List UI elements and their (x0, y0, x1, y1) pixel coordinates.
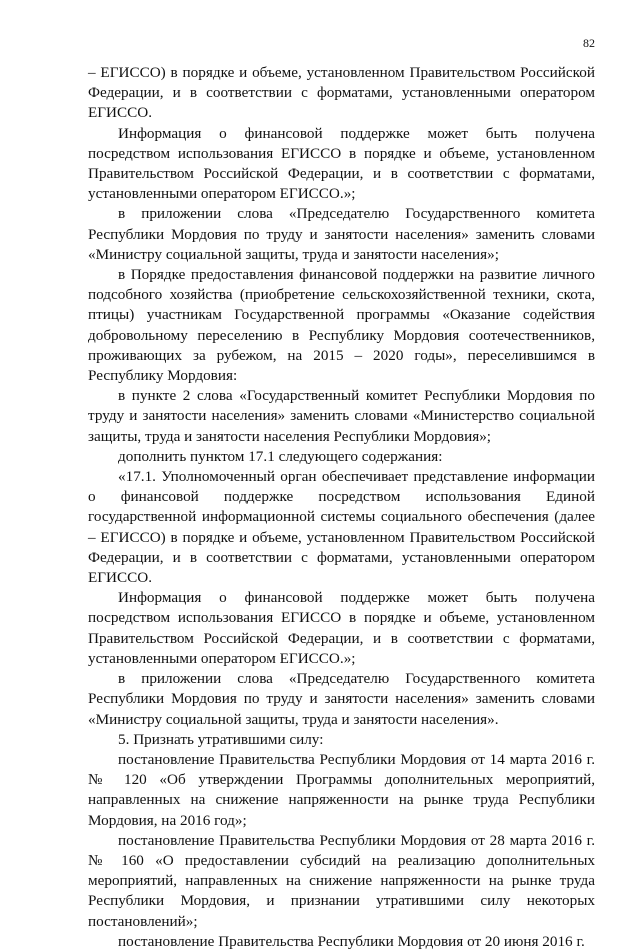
paragraph: дополнить пунктом 17.1 следующего содержания: (118, 447, 443, 465)
paragraph: «17.1. Уполномоченный орган обеспечивает представление информации о финансовой поддержке посредством использования Единой государственной информационной системы социального обеспечения (далее – ЕГИССО) в порядке и объеме, установленном Правительством Российской Федерации, и в соответствии с форматами, установленными оператором ЕГИССО. (88, 468, 595, 587)
paragraph: постановление Правительства Республики Мордовия от 14 марта 2016 г. № 120 «Об утверждении Программы дополнительных мероприятий, направленных на снижение напряженности на рынке труда Республики Мордовия, на 2016 год»; (88, 750, 595, 829)
page-number: 82 (583, 36, 595, 50)
paragraph: постановление Правительства Республики Мордовия от 28 марта 2016 г. № 160 «О предоставлении субсидий на реализацию дополнительных мероприятий, направленных на снижение напряженности на рынке труда Республики Мордовия, и признании утратившими силу некоторых постановлений»; (88, 831, 595, 930)
paragraph: 5. Признать утратившими силу: (118, 730, 324, 748)
paragraph: постановление Правительства Республики Мордовия от 20 июня 2016 г. (118, 932, 585, 950)
paragraph: в приложении слова «Председателю Государственного комитета Республики Мордовия по труду и занятости населения» заменить словами «Министру социальной защиты, труда и занятости населения»; (88, 205, 595, 263)
paragraph: в приложении слова «Председателю Государственного комитета Республики Мордовия по труду и занятости населения» заменить словами «Министру социальной защиты, труда и занятости населения». (88, 670, 595, 728)
paragraph: Информация о финансовой поддержке может быть получена посредством использования ЕГИССО в порядке и объеме, установленном Правительством Российской Федерации, и в соответствии с форматами, установленными оператором ЕГИССО.»; (88, 124, 595, 203)
paragraph: Информация о финансовой поддержке может быть получена посредством использования ЕГИССО в порядке и объеме, установленном Правительством Российской Федерации, и в соответствии с форматами, установленными оператором ЕГИССО.»; (88, 589, 595, 667)
paragraph: – ЕГИССО) в порядке и объеме, установленном Правительством Российской Федерации, и в соответствии с форматами, установленными оператором ЕГИССО. (88, 64, 595, 122)
document-body (88, 63, 595, 952)
paragraph: в пункте 2 слова «Государственный комитет Республики Мордовия по труду и занятости населения» заменить словами «Министерство социальной защиты, труда и занятости населения Республики Мордовия»; (88, 387, 595, 445)
paragraph: в Порядке предоставления финансовой поддержки на развитие личного подсобного хозяйства (приобретение сельскохозяйственной техники, скота, птицы) участникам Государственной программы «Оказание содействия добровольному переселению в Республику Мордовия соотечественников, проживающих за рубежом, на 2015 – 2020 годы», переселившимся в Республику Мордовия: (88, 266, 595, 385)
